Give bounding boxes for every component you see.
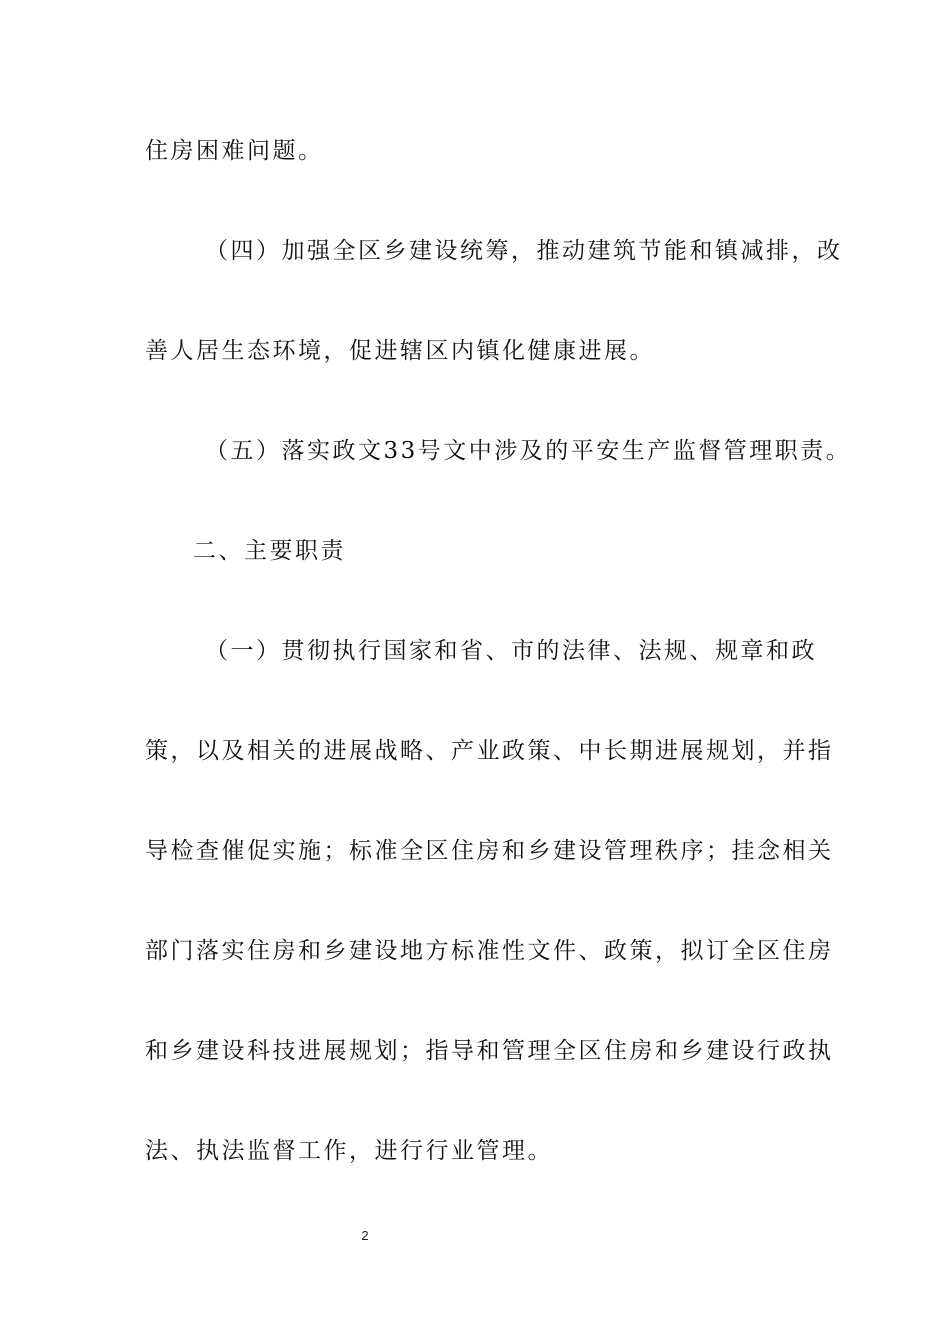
paragraph-line: 善人居生态环境，促进辖区内镇化健康进展。	[145, 338, 655, 364]
paragraph-line: 导检查催促实施；标准全区住房和乡建设管理秩序；挂念相关	[145, 838, 834, 864]
paragraph-line: 住房困难问题。	[145, 138, 324, 164]
paragraph-line: （一）贯彻执行国家和省、市的法律、法规、规章和政	[205, 638, 817, 664]
paragraph-line: 策，以及相关的进展战略、产业政策、中长期进展规划，并指	[145, 738, 834, 764]
paragraph-line: （五）落实政文33号文中涉及的平安生产监督管理职责。	[205, 438, 852, 464]
paragraph-line: （四）加强全区乡建设统筹，推动建筑节能和镇减排，改	[205, 238, 843, 264]
paragraph-line: 和乡建设科技进展规划；指导和管理全区住房和乡建设行政执	[145, 1038, 834, 1064]
section-heading: 二、主要职责	[193, 538, 346, 564]
paragraph-line: 法、执法监督工作，进行行业管理。	[145, 1138, 553, 1164]
paragraph-line: 部门落实住房和乡建设地方标准性文件、政策，拟订全区住房	[145, 938, 834, 964]
page-number: 2	[361, 1228, 369, 1243]
